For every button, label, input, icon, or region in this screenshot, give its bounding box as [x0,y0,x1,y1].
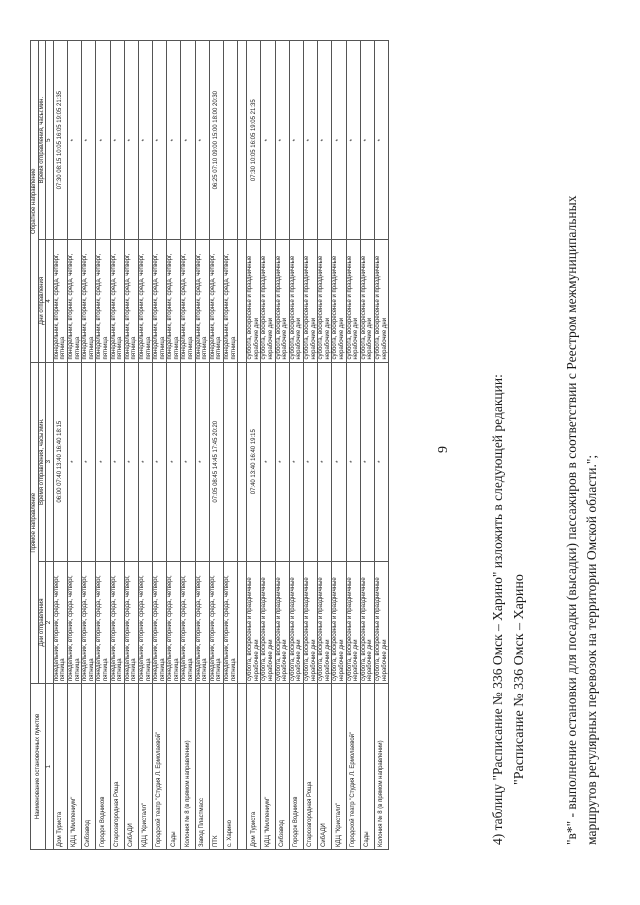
header-times-backward: Время отправления, часы:мин. [38,41,46,240]
stop-cell: с. Харино [224,684,238,850]
col-num-5: 5 [46,41,54,240]
table-row [124,41,138,850]
table-row [346,41,360,850]
times-backward-cell: * [138,41,152,240]
days-backward-cell: суббота, воскресенье и праздничные нерабочие дни [261,240,275,362]
days-forward-cell: суббота, воскресенье и праздничные нерабочие дни [289,561,303,683]
table-row [224,41,238,850]
stop-cell: КДЦ "Миллениум" [67,684,81,850]
stop-cell: КДЦ "Кристалл" [138,684,152,850]
header-times-forward: Время отправления, часы:мин. [38,362,46,561]
stop-cell: КДЦ "Миллениум" [261,684,275,850]
days-forward-cell: понедельник, вторник, среда, четверг, пятница [53,561,67,683]
times-backward-cell: * [346,41,360,240]
stop-cell: Старозагородная Роща [303,684,317,850]
times-forward-cell: * [346,362,360,561]
days-forward-cell: понедельник, вторник, среда, четверг, пятница [153,561,167,683]
times-backward-cell: * [332,41,346,240]
stop-cell: КДЦ "Кристалл" [332,684,346,850]
days-forward-cell: понедельник, вторник, среда, четверг, пятница [224,561,238,683]
times-backward-cell: * [303,41,317,240]
times-forward-cell: * [124,362,138,561]
stop-cell: Городской театр "Студия Л. Ермолаевой" [153,684,167,850]
table-row [153,41,167,850]
times-backward-cell: * [374,41,388,240]
times-backward-cell: * [153,41,167,240]
days-forward-cell: суббота, воскресенье и праздничные нерабочие дни [318,561,332,683]
days-backward-cell: суббота, воскресенье и праздничные нерабочие дни [360,240,374,362]
days-forward-cell: суббота, воскресенье и праздничные нерабочие дни [374,561,388,683]
schedule-body [53,41,388,850]
days-backward-cell: суббота, воскресенье и праздничные нерабочие дни [275,240,289,362]
times-backward-cell: * [275,41,289,240]
times-forward-cell: * [261,362,275,561]
days-forward-cell: суббота, воскресенье и праздничные нерабочие дни [346,561,360,683]
table-row [110,41,124,850]
table-row [53,41,67,850]
times-backward-cell: * [181,41,195,240]
days-forward-cell: понедельник, вторник, среда, четверг, пятница [195,561,209,683]
days-backward-cell: суббота, воскресенье и праздничные нерабочие дни [332,240,346,362]
times-backward-cell: * [261,41,275,240]
header-days-backward: Дни отправления [38,240,46,362]
days-forward-cell: суббота, воскресенье и праздничные нерабочие дни [360,561,374,683]
days-backward-cell: суббота, воскресенье и праздничные нерабочие дни [247,240,261,362]
table-row [374,41,388,850]
table-row [332,41,346,850]
col-num-3: 3 [46,362,54,561]
days-forward-cell: понедельник, вторник, среда, четверг, пятница [82,561,96,683]
days-backward-cell: понедельник, вторник, среда, четверг, пятница [124,240,138,362]
table-row [303,41,317,850]
times-backward-cell: 07:30 10:05 16:05 19:05 21:35 [247,41,261,240]
times-forward-cell: * [167,362,181,561]
stop-cell: Городок Водников [289,684,303,850]
days-forward-cell: понедельник, вторник, среда, четверг, пятница [110,561,124,683]
times-backward-cell: 06:25 07:10 09:00 15:00 18:00 20:30 [209,41,223,240]
times-forward-cell: * [303,362,317,561]
stop-cell: Сады [360,684,374,850]
times-backward-cell: * [318,41,332,240]
days-backward-cell: понедельник, вторник, среда, четверг, пятница [67,240,81,362]
times-forward-cell: * [289,362,303,561]
days-forward-cell: понедельник, вторник, среда, четверг, пятница [96,561,110,683]
days-forward-cell: суббота, воскресенье и праздничные нерабочие дни [247,561,261,683]
stop-cell: Городок Водников [96,684,110,850]
stop-cell: Сибзавод [275,684,289,850]
times-backward-cell [224,41,238,240]
days-backward-cell: понедельник, вторник, среда, четверг, пятница [181,240,195,362]
times-backward-cell: * [110,41,124,240]
table-row [360,41,374,850]
days-forward-cell: понедельник, вторник, среда, четверг, пятница [138,561,152,683]
times-forward-cell: * [67,362,81,561]
stop-cell: СибАДИ [124,684,138,850]
days-backward-cell: понедельник, вторник, среда, четверг, пятница [195,240,209,362]
days-forward-cell: понедельник, вторник, среда, четверг, пятница [181,561,195,683]
schedule-table [30,40,389,850]
days-backward-cell: суббота, воскресенье и праздничные нерабочие дни [318,240,332,362]
col-num-2: 2 [46,561,54,683]
days-backward-cell: суббота, воскресенье и праздничные нерабочие дни [303,240,317,362]
stop-cell: Колония № 8 (в прямом направлении) [374,684,388,850]
times-forward-cell: * [374,362,388,561]
table-row [167,41,181,850]
days-backward-cell: понедельник, вторник, среда, четверг, пятница [96,240,110,362]
header-days-forward: Дни отправления [38,561,46,683]
page-number: 9 [436,446,451,453]
days-forward-cell: суббота, воскресенье и праздничные нерабочие дни [275,561,289,683]
times-backward-cell: * [195,41,209,240]
days-forward-cell: суббота, воскресенье и праздничные нерабочие дни [332,561,346,683]
table-row [209,41,223,850]
days-backward-cell: суббота, воскресенье и праздничные нерабочие дни [289,240,303,362]
header-forward: Прямое направление [31,362,39,684]
stop-cell: Дом Туриста [53,684,67,850]
section-separator [238,41,247,850]
days-backward-cell: понедельник, вторник, среда, четверг, пятница [209,240,223,362]
stop-cell: Городской театр "Студия Л. Ермолаевой" [346,684,360,850]
times-forward-cell: * [332,362,346,561]
col-num-1: 1 [46,684,54,850]
stop-cell: Колония № 8 (в прямом направлении) [181,684,195,850]
days-forward-cell: понедельник, вторник, среда, четверг, пятница [124,561,138,683]
days-backward-cell: понедельник, вторник, среда, четверг, пятница [82,240,96,362]
table-row [67,41,81,850]
stop-cell: Дом Туриста [247,684,261,850]
times-backward-cell: * [289,41,303,240]
separator-cell [238,240,247,362]
times-forward-cell [224,362,238,561]
table-row [275,41,289,850]
days-forward-cell: понедельник, вторник, среда, четверг, пятница [209,561,223,683]
table-row [181,41,195,850]
intro-line-1: "в*" - выполнение остановки для посадки (высадки) пассажиров в соответствии с Реестром межмуниципальных [564,195,579,845]
table-row [261,41,275,850]
times-backward-cell: * [124,41,138,240]
table-row [289,41,303,850]
times-forward-cell: 07:05 08:45 14:45 17:45 20:20 [209,362,223,561]
times-backward-cell: * [67,41,81,240]
table-row [138,41,152,850]
table-title: "Расписание № 336 Омск – Харино [512,574,527,785]
times-forward-cell: 06:00 07:40 13:40 16:40 18:15 [53,362,67,561]
stop-cell: Сады [167,684,181,850]
times-forward-cell: * [153,362,167,561]
days-backward-cell: понедельник, вторник, среда, четверг, пятница [167,240,181,362]
header-stop: Наименование остановочных пунктов [31,684,46,850]
times-forward-cell: * [181,362,195,561]
times-forward-cell: 07:40 13:40 16:40 19:15 [247,362,261,561]
times-backward-cell: 07:30 08:15 10:05 16:05 19:05 21:35 [53,41,67,240]
table-row [82,41,96,850]
stop-cell: Сибзавод [82,684,96,850]
table-row [247,41,261,850]
times-forward-cell: * [195,362,209,561]
separator-cell [238,684,247,850]
schedule-table-wrap [30,40,465,850]
times-forward-cell: * [96,362,110,561]
days-backward-cell: суббота, воскресенье и праздничные нерабочие дни [374,240,388,362]
stop-cell: СибАДИ [318,684,332,850]
times-forward-cell: * [82,362,96,561]
table-row [96,41,110,850]
days-backward-cell: понедельник, вторник, среда, четверг, пятница [224,240,238,362]
times-forward-cell: * [138,362,152,561]
times-backward-cell: * [360,41,374,240]
table-row [195,41,209,850]
days-forward-cell: понедельник, вторник, среда, четверг, пятница [67,561,81,683]
days-forward-cell: суббота, воскресенье и праздничные нерабочие дни [303,561,317,683]
header-backward: Обратное направление [31,41,39,363]
intro-line-2: маршрутов регулярных перевозок на территории Омской области."; [584,454,599,845]
times-forward-cell: * [275,362,289,561]
days-backward-cell: суббота, воскресенье и праздничные нерабочие дни [346,240,360,362]
times-backward-cell: * [167,41,181,240]
days-backward-cell: понедельник, вторник, среда, четверг, пятница [138,240,152,362]
days-backward-cell: понедельник, вторник, среда, четверг, пятница [110,240,124,362]
stop-cell: ПТК [209,684,223,850]
stop-cell: Завод Пластмасс [195,684,209,850]
days-backward-cell: понедельник, вторник, среда, четверг, пятница [153,240,167,362]
days-forward-cell: понедельник, вторник, среда, четверг, пятница [167,561,181,683]
days-backward-cell: понедельник, вторник, среда, четверг, пятница [53,240,67,362]
separator-cell [238,41,247,240]
item-heading: 4) таблицу "Расписание № 336 Омск – Харино" изложить в следующей редакции: [490,374,505,845]
stop-cell: Старозагородная Роща [110,684,124,850]
times-forward-cell: * [110,362,124,561]
days-forward-cell: суббота, воскресенье и праздничные нерабочие дни [261,561,275,683]
col-num-4: 4 [46,240,54,362]
separator-cell [238,362,247,561]
times-forward-cell: * [360,362,374,561]
table-row [318,41,332,850]
times-backward-cell: * [96,41,110,240]
times-forward-cell: * [318,362,332,561]
separator-cell [238,561,247,683]
times-backward-cell: * [82,41,96,240]
